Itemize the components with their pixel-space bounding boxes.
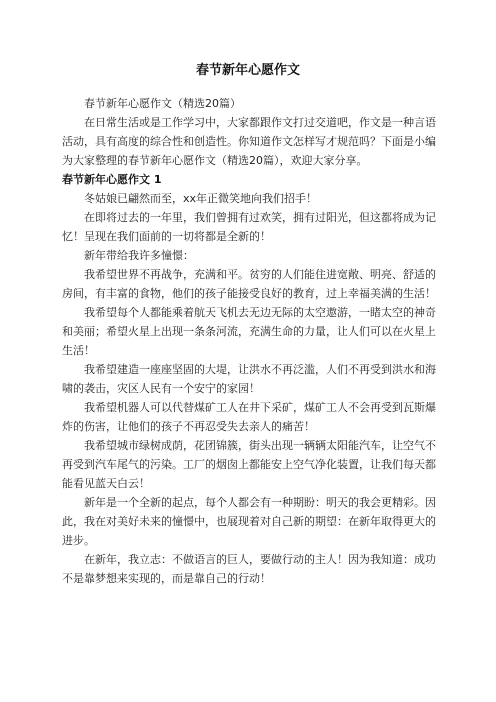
document-title: 春节新年心愿作文 <box>195 63 300 78</box>
body-paragraph: 我希望机器人可以代替煤矿工人在井下采矿，煤矿工人不会再受到瓦斯爆炸的伤害，让他们的孩子不再忍受失去亲人的痛苦！ <box>62 401 436 433</box>
body-paragraph: 在即将过去的一年里，我们曾拥有过欢笑，拥有过阳光，但这都将成为记忆！呈现在我们面前的一切将都是全新的！ <box>62 211 436 243</box>
body-paragraph: 在新年，我立志：不做语言的巨人，要做行动的主人！因为我知道：成功不是靠梦想来实现的，而是靠自己的行动！ <box>62 553 436 585</box>
intro-paragraph: 春节新年心愿作文（精选20篇） <box>84 97 241 110</box>
section-heading: 春节新年心愿作文 1 <box>62 173 162 186</box>
body-paragraph: 冬姑娘已翩然而至，xx年正微笑地向我们招手！ <box>84 192 318 205</box>
document-body <box>62 94 436 588</box>
body-paragraph: 我希望每个人都能乘着航天飞机去无边无际的太空遨游，一睹太空的神奇和美丽；希望火星上出现一条条河流，充满生命的力量，让人们可以在火星上生活！ <box>62 306 436 357</box>
body-paragraph: 新年是一个全新的起点，每个人都会有一种期盼：明天的我会更精彩。因此，我在对美好未来的憧憬中，也展现着对自己新的期望：在新年取得更大的进步。 <box>62 496 436 547</box>
body-paragraph: 新年带给我许多憧憬： <box>84 249 194 262</box>
body-paragraph: 我希望城市绿树成荫，花团锦簇，街头出现一辆辆太阳能汽车，让空气不再受到汽车尾气的污染。工厂的烟囱上都能安上空气净化装置，让我们每天都能看见蓝天白云！ <box>62 439 436 490</box>
intro-paragraph: 在日常生活或是工作学习中，大家都跟作文打过交道吧，作文是一种言语活动，具有高度的综合性和创造性。你知道作文怎样写才规范吗？下面是小编为大家整理的春节新年心愿作文（精选20篇），欢迎大家分享。 <box>62 116 436 167</box>
body-paragraph: 我希望世界不再战争，充满和平。贫穷的人们能住进宽敞、明亮、舒适的房间，有丰富的食物，他们的孩子能接受良好的教育，过上幸福美满的生活！ <box>62 268 436 300</box>
body-paragraph: 我希望建造一座座坚固的大堤，让洪水不再泛滥，人们不再受到洪水和海啸的袭击，灾区人民有一个安宁的家园！ <box>62 363 436 395</box>
